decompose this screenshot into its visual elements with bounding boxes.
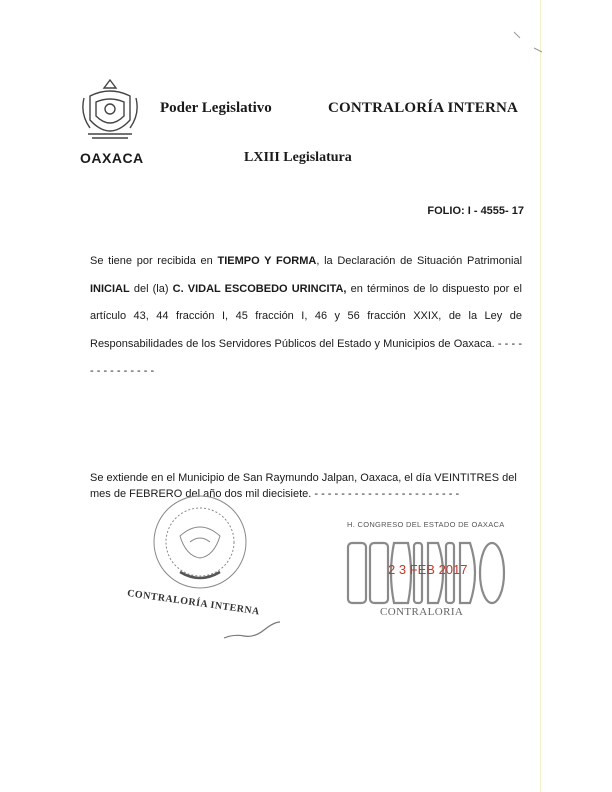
legislature-title: LXIII Legislatura <box>244 150 352 165</box>
oaxaca-coat-of-arms-icon <box>78 76 142 146</box>
para-text-1: Se tiene por recibida en <box>90 255 218 267</box>
para-bold-2: INICIAL <box>90 282 130 295</box>
emblem-caption: OAXACA <box>80 150 144 166</box>
stamp-date: 2 3 FEB 2017 <box>388 562 468 577</box>
stamp-institution: H. CONGRESO DEL ESTADO DE OAXACA <box>347 520 505 529</box>
para-bold-1: TIEMPO Y FORMA <box>217 255 317 267</box>
org-name-left: Poder Legislativo <box>160 100 272 116</box>
para-text-4: en términos de lo dispuesto por el artículo 43, 44 fracción I, 45 fracción I, 46 y 56 fracción XXIX, de la Ley de Responsabilidades de los Servidores Públicos del Estado y Municipios de Oaxaca. - - - - - - - - - - - - - - <box>90 282 522 377</box>
corner-mark-icon <box>508 28 548 58</box>
place-date-paragraph: Se extiende en el Municipio de San Raymundo Jalpan, Oaxaca, el día VEINTITRES del mes de FEBRERO del año dos mil diecisiete. - - - - - - - - - - - - - - - - - - - - - - <box>90 472 517 500</box>
org-name-right: CONTRALORÍA INTERNA <box>328 100 519 116</box>
official-seal-icon <box>150 492 250 592</box>
folio-number: FOLIO: I - 4555- 17 <box>427 205 524 217</box>
para-text-2: , la Declaración de Situación Patrimonial <box>316 255 523 267</box>
declaration-paragraph <box>90 248 522 386</box>
para-bold-3: C. VIDAL ESCOBEDO URINCITA, <box>172 282 347 295</box>
para-text-3: del (la) <box>129 282 173 295</box>
page-margin-line <box>540 0 541 792</box>
signature-scribble-icon <box>222 618 282 642</box>
stamp-department: CONTRALORIA <box>380 606 464 618</box>
seal-label: CONTRALORÍA INTERNA <box>126 588 261 618</box>
